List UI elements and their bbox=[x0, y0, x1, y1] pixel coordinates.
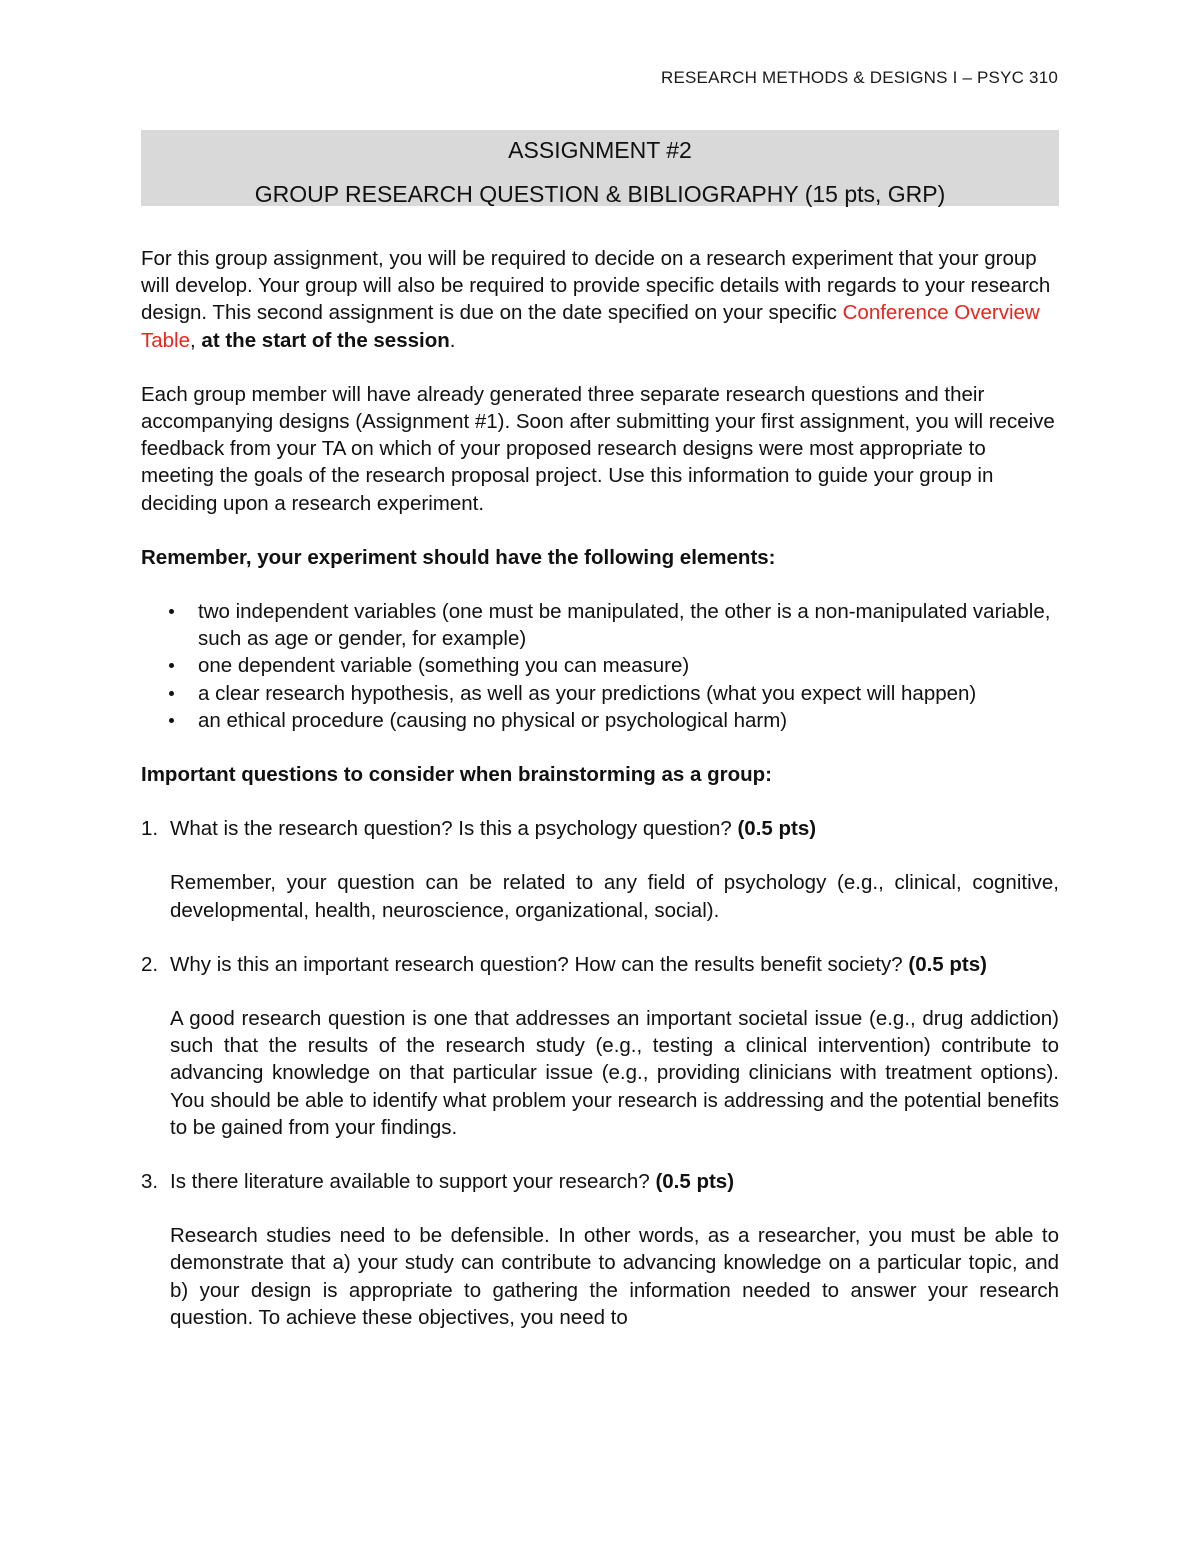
title-band bbox=[141, 130, 1059, 206]
elements-list bbox=[141, 598, 1059, 734]
document-body bbox=[141, 245, 1059, 1358]
elements-heading: Remember, your experiment should have the following elements: bbox=[141, 545, 776, 569]
list-item: one dependent variable (something you can measure) bbox=[141, 652, 1059, 679]
question-text: Why is this an important research question? How can the results benefit society? (0.5 pts) bbox=[170, 952, 987, 976]
list-item: a clear research hypothesis, as well as your predictions (what you expect will happen) bbox=[141, 680, 1059, 707]
question-text: Is there literature available to support your research? (0.5 pts) bbox=[170, 1170, 735, 1194]
question-number: 2. bbox=[141, 952, 159, 976]
question-item-3 bbox=[141, 1168, 1059, 1331]
assignment-subtitle: GROUP RESEARCH QUESTION & BIBLIOGRAPHY (15 pts, GRP) bbox=[254, 181, 946, 207]
question-points: (0.5 pts) bbox=[908, 952, 987, 976]
question-points: (0.5 pts) bbox=[737, 817, 817, 841]
questions-heading: Important questions to consider when brainstorming as a group: bbox=[141, 763, 772, 787]
question-item-2 bbox=[141, 951, 1059, 1141]
question-points: (0.5 pts) bbox=[655, 1170, 735, 1194]
conference-overview-link[interactable]: Conference Overview Table bbox=[141, 301, 1040, 352]
intro-deadline-emphasis: at the start of the session bbox=[201, 328, 450, 352]
list-item: an ethical procedure (causing no physical or psychological harm) bbox=[141, 707, 1059, 734]
feedback-paragraph: Each group member will have already generated three separate research questions and their accompanying designs (Assignment #1). Soon after submitting your first assignment, you will receive feedback from your TA on which of your proposed research designs were most appropriate to meeting the goals of the research proposal project. Use this information to guide your group in deciding upon a research experiment. bbox=[141, 382, 1055, 515]
list-item: two independent variables (one must be manipulated, the other is a non-manipulated variable, such as age or gender, for example) bbox=[141, 598, 1059, 652]
intro-text: For this group assignment, you will be required to decide on a research experiment that your group will develop. Your group will also be required to provide specific details with regards to your research design. This second assignment is due on the date specified on your specific bbox=[141, 247, 1051, 325]
assignment-number-title: ASSIGNMENT #2 bbox=[508, 137, 692, 163]
question-explanation: Remember, your question can be related to any field of psychology (e.g., clinical, cognitive, developmental, health, neuroscience, organizational, social). bbox=[170, 871, 1059, 922]
question-explanation: Research studies need to be defensible. In other words, as a researcher, you must be able to demonstrate that a) your study can contribute to advancing knowledge on a particular topic, and b) your design is appropriate to gathering the information needed to answer your research question. To achieve these objectives, you need to bbox=[170, 1224, 1059, 1329]
question-number: 3. bbox=[141, 1170, 159, 1194]
intro-comma: , bbox=[190, 328, 202, 352]
question-item-1 bbox=[141, 815, 1059, 924]
bullet-icon bbox=[169, 718, 174, 723]
bullet-icon bbox=[169, 609, 174, 614]
intro-paragraph bbox=[141, 245, 1059, 354]
bullet-icon bbox=[169, 663, 174, 668]
question-number: 1. bbox=[141, 817, 159, 841]
question-explanation: A good research question is one that addresses an important societal issue (e.g., drug addiction) such that the results of the research study (e.g., testing a clinical intervention) contribute to advancing knowledge on that particular issue (e.g., providing clinicians with treatment options). You should be able to identify what problem your research is addressing and the potential benefits to be gained from your findings. bbox=[170, 1007, 1059, 1139]
bullet-icon bbox=[169, 691, 174, 696]
question-text: What is the research question? Is this a psychology question? (0.5 pts) bbox=[170, 817, 817, 841]
running-header: RESEARCH METHODS & DESIGNS I – PSYC 310 bbox=[660, 68, 1058, 87]
intro-period: . bbox=[449, 328, 456, 352]
